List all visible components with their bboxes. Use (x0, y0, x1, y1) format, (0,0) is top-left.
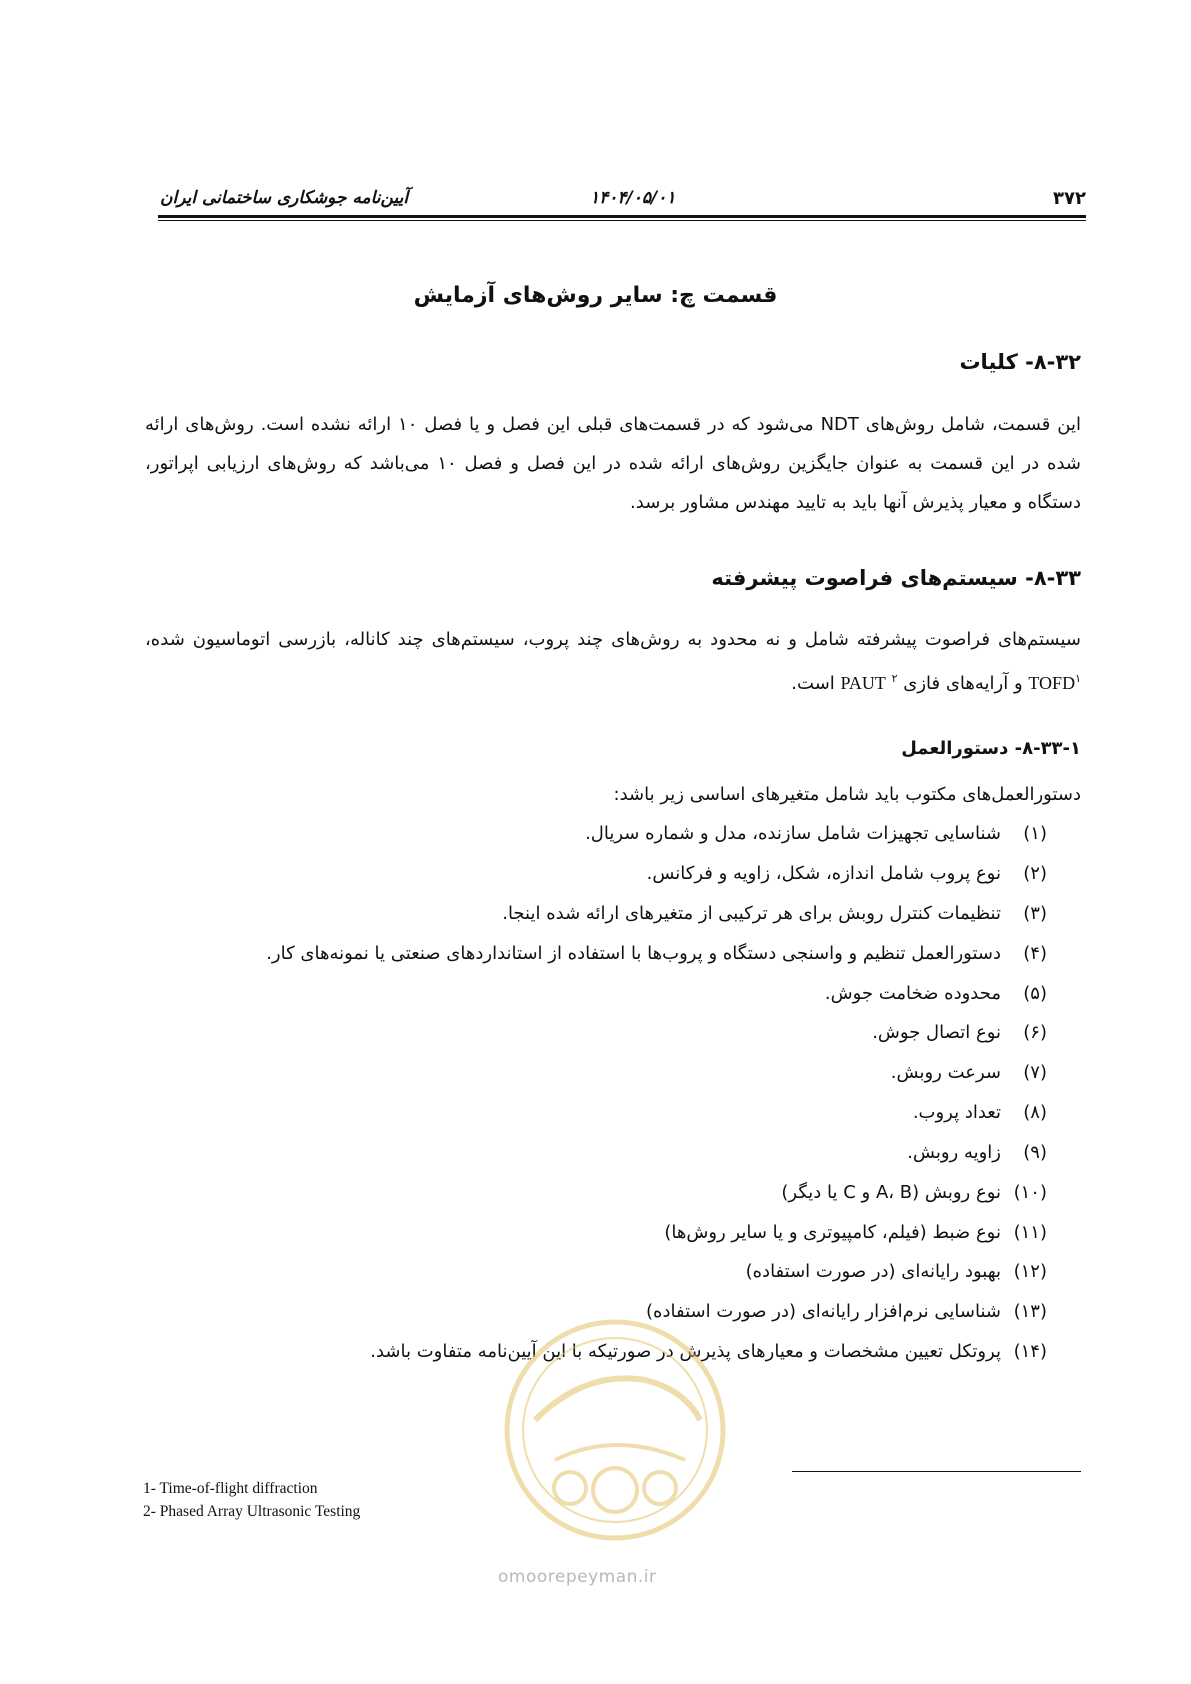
list-item (585, 823, 1047, 844)
list-item-text: شناسایی تجهیزات شامل سازنده، مدل و شماره سریال. (585, 823, 1001, 844)
list-item-text: تنظیمات کنترل روبش برای هر ترکیبی از متغیرهای ارائه شده اینجا. (502, 903, 1001, 924)
paragraph-8-33 (145, 620, 1081, 703)
footnote-ref-1: ۱ (1075, 672, 1081, 685)
list-item-text: تعداد پروب. (912, 1102, 1001, 1123)
list-item-text: نوع روبش (A، B و C یا دیگر) (781, 1182, 1001, 1203)
header-date: ۱۴۰۴/۰۵/۰۱ (590, 188, 676, 208)
running-header (160, 188, 1086, 216)
list-item (825, 983, 1047, 1004)
watermark-url: omoorepeyman.ir (498, 1567, 657, 1587)
list-item (891, 1062, 1047, 1083)
list-item (872, 1022, 1047, 1043)
list-item-text: دستورالعمل تنظیم و واسنجی دستگاه و پروب‌ها با استفاده از استانداردهای صنعتی یا نمونه‌های کار. (266, 943, 1001, 964)
section-title: قسمت چ: سایر روش‌های آزمایش (413, 283, 778, 308)
list-item-number: (۳) (1023, 903, 1047, 924)
footnote-rule (792, 1471, 1081, 1472)
list-item-number: (۲) (1023, 863, 1047, 884)
heading-8-32: ۸-۳۲- کلیات (959, 350, 1081, 374)
list-item (746, 1261, 1047, 1282)
paragraph-8-32: این قسمت، شامل روش‌های NDT می‌شود که در قسمت‌های قبلی این فصل و یا فصل ۱۰ ارائه نشده است. روش‌های ارائه شده در این قسمت به عنوان جایگزین روش‌های ارائه شده در این فصل و فصل ۱۰ می‌باشد که روش‌های ارزیابی اپراتور، دستگاه و معیار پذیرش آنها باید به تایید مهندس مشاور برسد. (145, 414, 1081, 513)
list-item-number: (۱۳) (1013, 1301, 1047, 1322)
list-item-number: (۷) (1023, 1062, 1047, 1083)
list-item-text: نوع پروب شامل اندازه، شکل، زاویه و فرکانس. (646, 863, 1001, 884)
list-item (647, 863, 1047, 884)
list-item (502, 903, 1047, 924)
list-item-text: زاویه روبش. (907, 1142, 1001, 1163)
list-item-number: (۸) (1023, 1102, 1047, 1123)
list-item (781, 1182, 1047, 1203)
tofd-term: TOFD (1028, 673, 1076, 693)
header-book-title: آیین‌نامه جوشکاری ساختمانی ایران (160, 188, 409, 208)
list-item-text: نوع ضبط (فیلم، کامپیوتری و یا سایر روش‌ها) (664, 1222, 1001, 1243)
footnote-2: 2- Phased Array Ultrasonic Testing (143, 1503, 361, 1520)
list-item-text: نوع اتصال جوش. (872, 1022, 1001, 1043)
list-item-text: شناسایی نرم‌افزار رایانه‌ای (در صورت استفاده) (646, 1301, 1001, 1322)
page-number: ۳۷۲ (1053, 188, 1086, 209)
paut-term: PAUT (840, 673, 886, 693)
para-8-33-mid: و آرایه‌های فازی (897, 673, 1029, 694)
header-rule-thin (158, 220, 1086, 221)
list-item-number: (۱۰) (1013, 1182, 1047, 1203)
list-item-number: (۱) (1023, 823, 1047, 844)
watermark-logo-icon (495, 1310, 735, 1550)
footnote-ref-2: ۲ (891, 672, 898, 685)
header-rule-thick (158, 215, 1086, 218)
list-item-number: (۱۱) (1013, 1222, 1047, 1243)
list-item-number: (۹) (1023, 1142, 1047, 1163)
list-item-text: محدوده ضخامت جوش. (824, 983, 1001, 1004)
list-item (907, 1142, 1047, 1163)
list-item-number: (۴) (1023, 943, 1047, 964)
para-8-33-text: سیستم‌های فراصوت پیشرفته شامل و نه محدود به روش‌های چند پروب، سیستم‌های چند کاناله، بازرسی اتوماسیون شده، (145, 629, 1081, 650)
para-8-33-end: است. (791, 673, 841, 694)
list-item-text: سرعت روبش. (890, 1062, 1001, 1083)
list-item-number: (۱۲) (1013, 1261, 1047, 1282)
list-item-number: (۵) (1023, 983, 1047, 1004)
heading-8-33-1: ۸-۳۳-۱- دستورالعمل (901, 738, 1081, 759)
list-item (913, 1102, 1047, 1123)
list-item-number: (۶) (1023, 1022, 1047, 1043)
list-item (266, 943, 1047, 964)
list-item (664, 1222, 1047, 1243)
heading-8-33: ۸-۳۳- سیستم‌های فراصوت پیشرفته (711, 566, 1081, 590)
list-item-number: (۱۴) (1013, 1341, 1047, 1362)
list-lead: دستورالعمل‌های مکتوب باید شامل متغیرهای اساسی زیر باشد: (613, 784, 1081, 805)
list-item-text: بهبود رایانه‌ای (در صورت استفاده) (745, 1261, 1001, 1282)
footnote-1: 1- Time-of-flight diffraction (143, 1480, 318, 1497)
list-item-text: پروتکل تعیین مشخصات و معیارهای پذیرش در صورتیکه با این آیین‌نامه متفاوت باشد. (370, 1341, 1001, 1362)
